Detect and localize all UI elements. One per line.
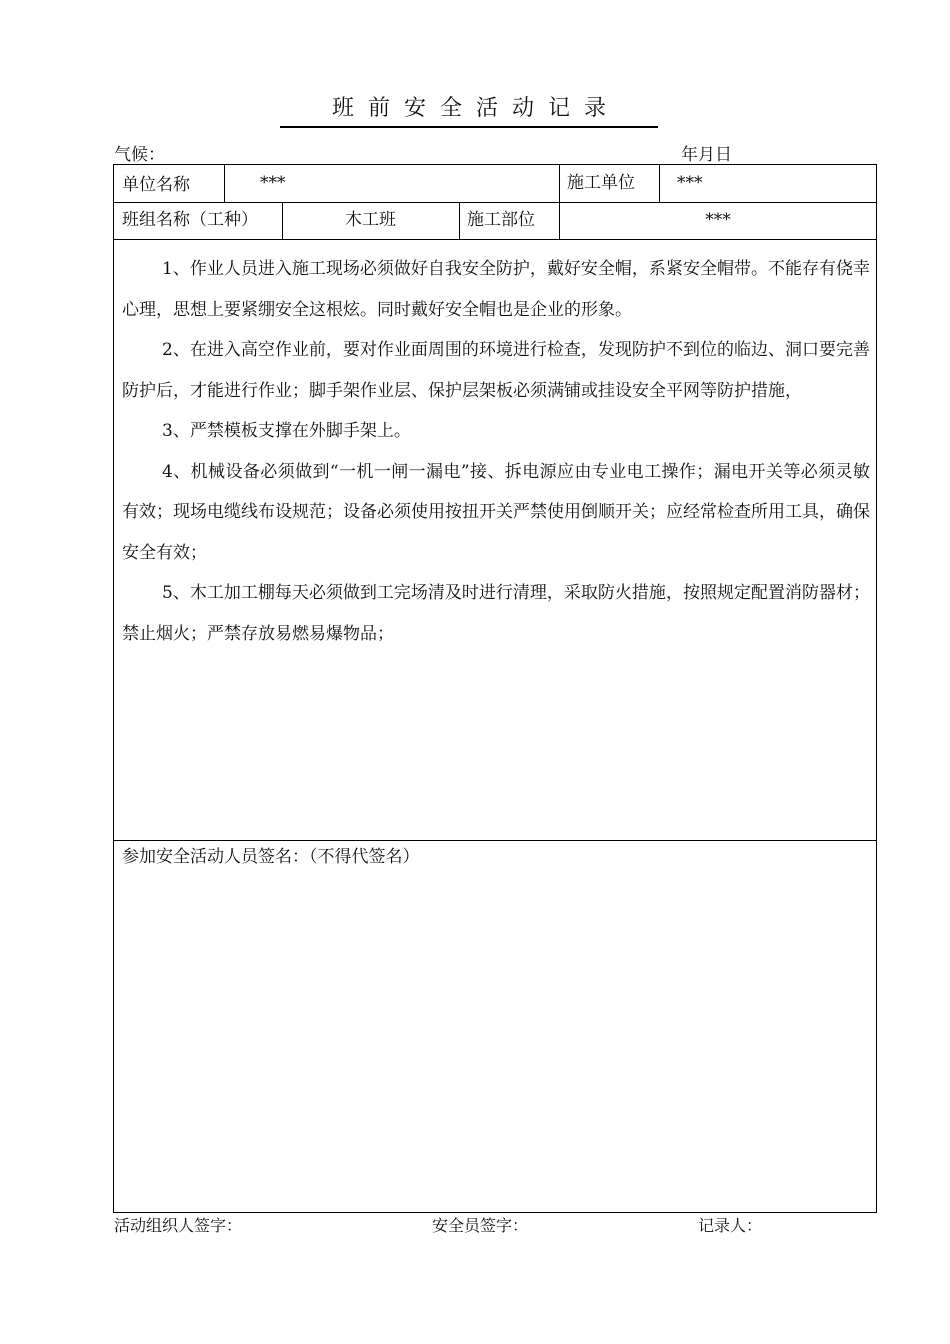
team-name-label: 班组名称（工种） <box>122 210 258 230</box>
safety-item: 4、机械设备必须做到“一机一闸一漏电”接、拆电源应由专业电工操作；漏电开关等必须灵敏有效；现场电缆线布设规范；设备必须使用按扭开关严禁使用倒顺开关；应经常检查所用工具，确保安全有效； <box>122 461 870 563</box>
date-label: 年月日 <box>681 145 732 165</box>
row-divider <box>114 840 876 841</box>
safety-item: 5、木工加工棚每天必须做到工完场清及时进行清理，采取防火措施，按照规定配置消防器材；禁止烟火；严禁存放易燃易爆物品； <box>122 583 870 644</box>
safety-item: 1、作业人员进入施工现场必须做好自我安全防护，戴好安全帽，系紧安全帽带。不能存有侥幸心理，思想上要紧绷安全这根炫。同时戴好安全帽也是企业的形象。 <box>122 259 870 320</box>
recorder-label: 记录人： <box>698 1216 763 1235</box>
participants-signature-label: 参加安全活动人员签名：（不得代签名） <box>122 847 420 867</box>
construction-part-value: *** <box>705 210 731 230</box>
column-divider <box>224 165 225 202</box>
column-divider <box>459 202 460 239</box>
column-divider <box>559 165 560 202</box>
record-table <box>113 164 877 1213</box>
construction-unit-label: 施工单位 <box>567 173 635 193</box>
unit-name-value: *** <box>260 173 286 193</box>
safety-officer-signature-label: 安全员签字： <box>432 1216 529 1235</box>
safety-item: 3、严禁模板支撑在外脚手架上。 <box>162 421 411 441</box>
column-divider <box>659 165 660 202</box>
safety-content <box>122 249 870 654</box>
organizer-signature-label: 活动组织人签字： <box>114 1216 243 1235</box>
row-divider <box>114 202 876 203</box>
construction-unit-value: *** <box>677 173 703 193</box>
safety-item: 2、在进入高空作业前，要对作业面周围的环境进行检查，发现防护不到位的临边、洞口要完善防护后，才能进行作业；脚手架作业层、保护层架板必须满铺或挂设安全平网等防护措施， <box>122 340 870 401</box>
weather-label: 气候： <box>114 145 165 165</box>
team-name-value: 木工班 <box>345 210 396 230</box>
construction-part-label: 施工部位 <box>467 210 535 230</box>
unit-name-label: 单位名称 <box>122 175 190 195</box>
document-title: 班前安全活动记录 <box>280 94 658 128</box>
row-divider <box>114 239 876 240</box>
